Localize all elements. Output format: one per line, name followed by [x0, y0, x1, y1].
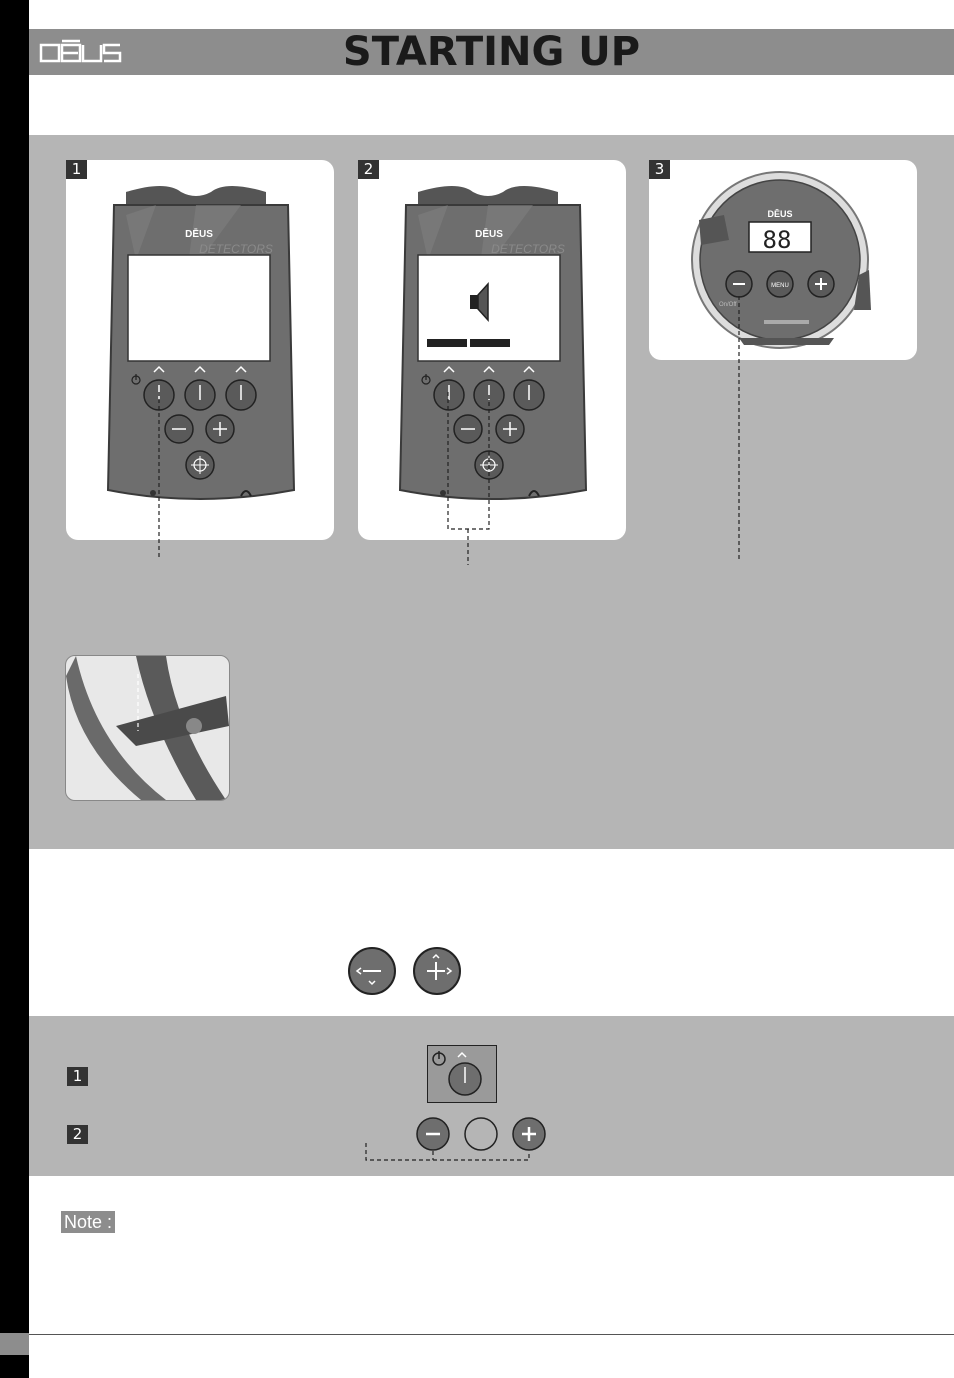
page-title: STARTING UP: [342, 29, 641, 75]
menu-button-blank[interactable]: [465, 1118, 497, 1150]
step-number-3: 3: [649, 160, 670, 179]
minus-button[interactable]: [417, 1118, 449, 1150]
device-watermark-2: DETECTORS: [491, 242, 565, 256]
device-watermark-1: DETECTORS: [199, 242, 273, 256]
coil-battery-photo: [65, 655, 230, 801]
power-button-closeup: [427, 1045, 497, 1103]
footer-rule: [29, 1334, 954, 1335]
note-label: Note :: [61, 1211, 115, 1233]
device-brand-2: DĒUS: [475, 229, 503, 240]
device-brand-1: DĒUS: [185, 229, 213, 240]
power-button[interactable]: [449, 1063, 481, 1095]
instruction-number-2: 2: [67, 1125, 88, 1144]
coil-brand: DĒUS: [767, 209, 793, 219]
nav-buttons-pair: [347, 946, 463, 996]
coil-menu-label: MENU: [771, 283, 789, 289]
coil-lcd-value: 88: [762, 226, 792, 254]
step-number-2: 2: [358, 160, 379, 179]
page-tab-marker: [0, 1333, 29, 1355]
right-plus-button[interactable]: [414, 948, 460, 994]
left-arrow-button[interactable]: [349, 948, 395, 994]
plus-button[interactable]: [513, 1118, 545, 1150]
instruction-number-1: 1: [67, 1067, 88, 1086]
step-number-1: 1: [66, 160, 87, 179]
coil-buttons-closeup: [360, 1115, 550, 1163]
coil-onoff-label: On/Off: [719, 302, 737, 308]
